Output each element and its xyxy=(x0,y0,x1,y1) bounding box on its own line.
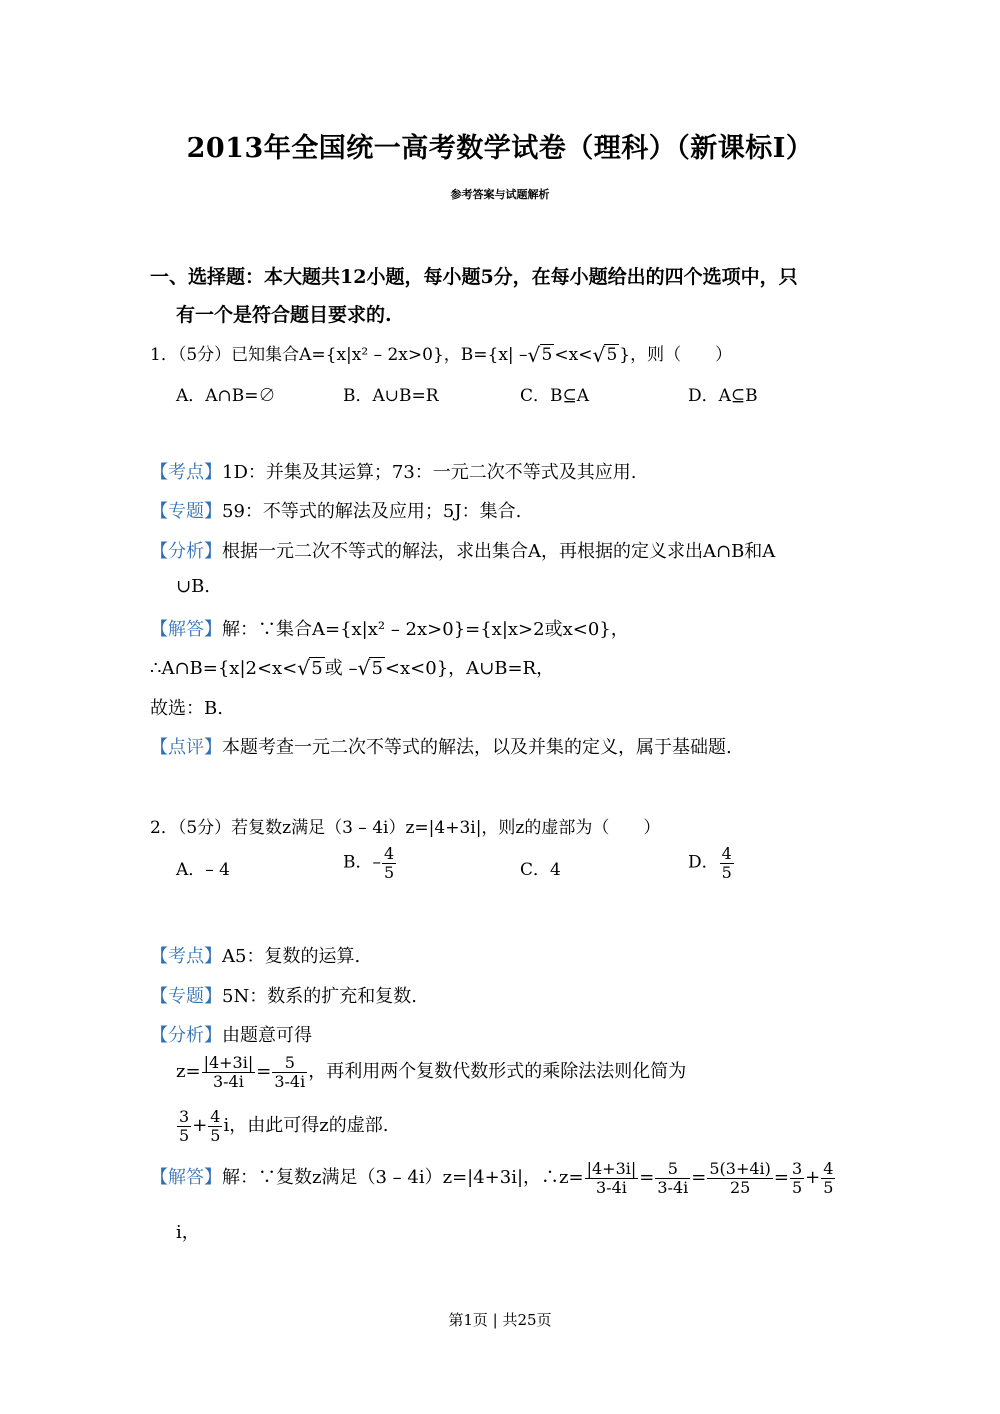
q2-option-d xyxy=(688,845,735,881)
kaodian-tag: 【考点】 xyxy=(150,462,222,483)
q1-jieda-line2 xyxy=(150,654,554,680)
fraction: $\frac{|4+3i|}{3-4i}$ xyxy=(203,1053,254,1091)
sqrt-5: √ 5 xyxy=(359,658,384,679)
fenxi-text: 由题意可得 xyxy=(222,1025,312,1046)
q1-option-b: B．A∪B=R xyxy=(343,386,439,406)
fenxi-tag: 【分析】 xyxy=(150,541,222,562)
plus-sign: + xyxy=(192,1115,208,1137)
q1-stem-part-b: <x< xyxy=(554,345,593,365)
equals-sign: = xyxy=(773,1167,789,1189)
q2-option-d-label: D． xyxy=(688,852,719,873)
q1-stem xyxy=(150,340,732,365)
jieda-line2-a: ∴A∩B={x|2<x< xyxy=(150,658,298,679)
fenxi-text-2: ，再利用两个复数代数形式的乘除法法则化简为 xyxy=(308,1061,687,1083)
equals-sign: = xyxy=(691,1167,707,1189)
q1-fenxi xyxy=(150,537,775,563)
zhuanti-tag: 【专题】 xyxy=(150,501,222,522)
q1-stem-part-c: }，则（ ） xyxy=(619,345,733,365)
q1-fenxi-cont: ∪B. xyxy=(176,576,211,597)
kaodian-tag: 【考点】 xyxy=(150,946,222,967)
z-equals: z= xyxy=(176,1061,201,1083)
q2-fenxi-formula xyxy=(176,1054,686,1090)
fenxi-text-3: i，由此可得z的虚部. xyxy=(223,1115,389,1137)
sqrt-5: √ 5 xyxy=(299,658,324,679)
equals-sign: = xyxy=(639,1167,655,1189)
section-heading-line2: 有一个是符合题目要求的. xyxy=(176,304,392,326)
page-subtitle: 参考答案与试题解析 xyxy=(450,188,550,201)
zhuanti-text: 59：不等式的解法及应用；5J：集合. xyxy=(222,501,522,522)
fraction: $\frac{4}{5}$ xyxy=(721,844,732,882)
q2-kaodian xyxy=(150,942,360,968)
q1-dianping xyxy=(150,733,732,759)
page-title: 2013年全国统一高考数学试卷（理科）（新课标Ⅰ） xyxy=(186,133,814,164)
zhuanti-tag: 【专题】 xyxy=(150,986,222,1007)
q1-jieda xyxy=(150,615,629,641)
q2-option-c: C．4 xyxy=(520,860,561,880)
fenxi-text: 根据一元二次不等式的解法，求出集合A，再根据的定义求出A∩B和A xyxy=(222,541,776,562)
equals-sign: = xyxy=(256,1061,272,1083)
fraction: $\frac{4}{5}$ xyxy=(823,1159,834,1197)
jieda-tag: 【解答】 xyxy=(150,1167,222,1189)
q1-stem-part-a: 1．（5分）已知集合A={x|x² – 2x>0}，B={x| – xyxy=(150,345,528,365)
q2-option-a: A．– 4 xyxy=(176,860,230,880)
q1-option-c: C．B⊆A xyxy=(520,386,590,406)
q2-option-b-label: B．– xyxy=(343,852,381,873)
q2-fenxi xyxy=(150,1021,312,1047)
fraction: $\frac{|4+3i|}{3-4i}$ xyxy=(586,1159,637,1197)
jieda-line2-b: 或 – xyxy=(324,658,358,679)
fraction: $\frac{4}{5}$ xyxy=(210,1107,221,1145)
q1-zhuanti xyxy=(150,497,521,523)
sqrt-5: √ 5 xyxy=(530,345,555,365)
q1-option-d: D．A⊆B xyxy=(688,386,758,406)
zhuanti-text: 5N：数系的扩充和复数. xyxy=(222,986,417,1007)
dianping-tag: 【点评】 xyxy=(150,737,222,758)
fraction: $\frac{5}{3-4i}$ xyxy=(274,1053,306,1091)
sqrt-5: √ 5 xyxy=(594,345,619,365)
q2-fenxi-line3 xyxy=(176,1108,388,1144)
q2-stem: 2．（5分）若复数z满足（3 – 4i）z=|4+3i|，则z的虚部为（ ） xyxy=(150,818,661,838)
fraction: $\frac{5}{3-4i}$ xyxy=(657,1159,689,1197)
q2-jieda xyxy=(150,1160,836,1196)
q1-kaodian xyxy=(150,458,637,484)
page-footer: 第1页 | 共25页 xyxy=(448,1311,552,1329)
q2-option-b xyxy=(343,845,397,881)
q1-option-a: A．A∩B=∅ xyxy=(176,386,276,406)
fraction: $\frac{5(3+4i)}{25}$ xyxy=(709,1159,771,1197)
q1-jieda-line3: 故选：B. xyxy=(150,698,223,719)
fraction: $\frac{3}{5}$ xyxy=(179,1107,190,1145)
section-heading-line1: 一、选择题：本大题共12小题，每小题5分，在每小题给出的四个选项中，只 xyxy=(150,266,798,288)
jieda-text: 解：∵集合A={x|x² – 2x>0}={x|x>2或x<0}， xyxy=(222,619,629,640)
q2-jieda-line2: i， xyxy=(176,1222,200,1243)
jieda-line2-c: <x<0}，A∪B=R， xyxy=(384,658,555,679)
fenxi-tag: 【分析】 xyxy=(150,1025,222,1046)
fraction: $\frac{3}{5}$ xyxy=(791,1159,803,1197)
dianping-text: 本题考查一元二次不等式的解法，以及并集的定义，属于基础题. xyxy=(222,737,732,758)
q2-zhuanti xyxy=(150,982,417,1008)
kaodian-text: 1D：并集及其运算；73：一元二次不等式及其应用. xyxy=(222,462,637,483)
kaodian-text: A5：复数的运算. xyxy=(222,946,361,967)
jieda-tag: 【解答】 xyxy=(150,619,222,640)
fraction: $\frac{4}{5}$ xyxy=(384,844,395,882)
plus-sign: + xyxy=(805,1167,821,1189)
jieda-text: 解：∵复数z满足（3 – 4i）z=|4+3i|，∴z= xyxy=(222,1167,584,1189)
